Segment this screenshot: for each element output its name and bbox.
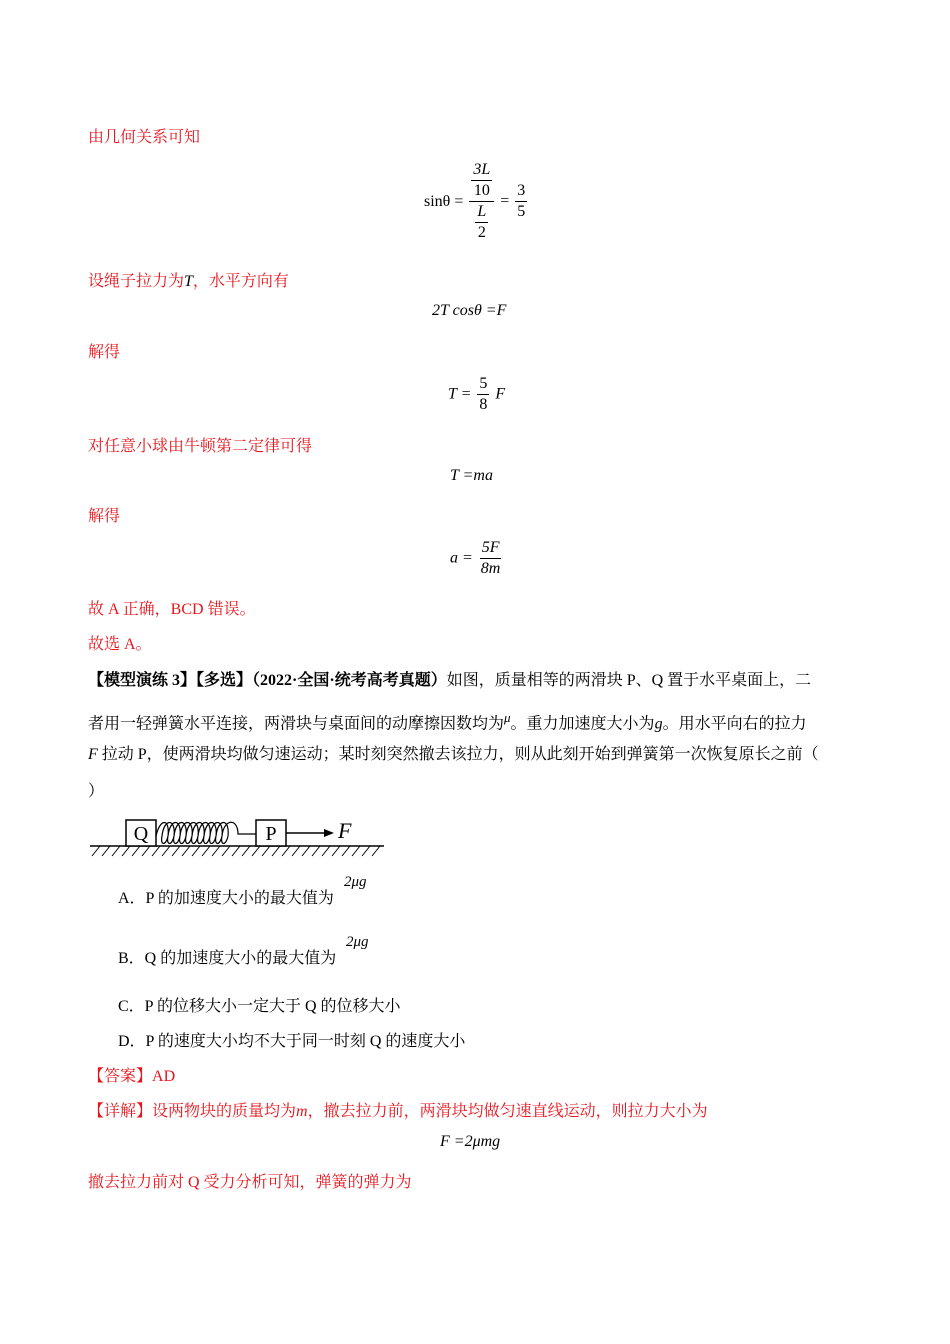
detail-label: 【详解】 [88,1103,153,1120]
equation-f: F =2μmg [440,1133,501,1150]
equation-t [448,374,505,415]
option-d: D．P 的速度大小均不大于同一时刻 Q 的速度大小 [118,1033,466,1050]
detail-text-a: 设两物块的质量均为 [152,1103,297,1120]
problem-tag-model: 【模型演练 3】【多选】 [88,672,253,689]
g-symbol: g [654,715,663,733]
t-rhs: F [495,385,506,403]
sin-result-den: 5 [517,203,526,220]
option-b: B．Q 的加速度大小的最大值为 [118,950,337,967]
option-c: C．P 的位移大小一定大于 Q 的位移大小 [118,998,401,1015]
answer-value: AD [152,1068,176,1085]
text-newton: 对任意小球由牛顿第二定律可得 [88,438,313,455]
mu-symbol: μ [504,710,511,725]
sin-big-fraction [469,160,494,243]
problem-text-2c: 。用水平向右的拉力 [662,715,807,733]
a-num: 5F [480,538,502,559]
text-choose: 故选 A。 [88,636,152,653]
equation-sin-theta [424,160,529,243]
tension-rest: ，水平方向有 [192,273,289,290]
sin-den-num: L [475,202,488,223]
problem-line-1 [88,670,811,692]
answer [88,1066,175,1088]
text-solve-2: 解得 [88,508,121,525]
t-num: 5 [477,374,489,395]
sin-num-den: 10 [473,182,490,199]
spring [156,822,256,843]
force-arrow-head [324,829,334,837]
block-q-label: Q [133,823,149,845]
m-symbol: m [296,1103,308,1120]
equation-tma: T =ma [450,467,493,484]
t-den: 8 [479,396,488,413]
problem-text-2a: 者用一轻弹簧水平连接，两滑块与桌面间的动摩擦因数均为 [88,715,505,733]
text-solve-1: 解得 [88,344,121,361]
tension-text: 设绳子拉力为 [88,273,185,290]
ground-hatching [92,846,380,856]
detail-text-b: ，撤去拉力前，两滑块均做匀速直线运动，则拉力大小为 [307,1103,708,1120]
a-den: 8m [480,560,501,577]
sin-lhs: sinθ = [424,192,464,210]
option-b-value: 2μg [346,934,369,950]
f-symbol: F [88,746,98,763]
text-geometry: 由几何关系可知 [88,129,201,146]
problem-line-4: ） [88,783,105,800]
a-lhs: a = [450,549,473,567]
equation-a [450,538,504,579]
block-p-label: P [265,823,277,845]
text-conclude: 故 A 正确，BCD 错误。 [88,601,256,618]
problem-line-3 [88,744,819,766]
sin-result-num: 3 [515,181,527,202]
sin-equals: = [500,192,510,210]
sin-num-num: 3L [471,160,492,181]
detail-line-1 [88,1101,708,1123]
force-label: F [338,818,352,843]
t-fraction [477,374,489,415]
tension-symbol: T [184,273,193,290]
text-tension [88,271,289,293]
sin-den-den: 2 [477,224,486,241]
option-a: A．P 的加速度大小的最大值为 [118,890,334,907]
a-fraction [479,538,503,579]
equation-cos: 2T cosθ =F [432,302,507,319]
problem-text-1: 如图，质量相等的两滑块 P、Q 置于水平桌面上，二 [446,672,812,689]
spring-blocks-figure [88,814,388,862]
problem-text-2b: 。重力加速度大小为 [510,715,655,733]
answer-label: 【答案】 [88,1068,153,1085]
problem-line-2 [88,707,807,735]
detail-last-line: 撤去拉力前对 Q 受力分析可知，弹簧的弹力为 [88,1174,412,1191]
problem-tag-source: （2022·全国·统考高考真题） [252,672,447,689]
problem-text-3: 拉动 P，使两滑块均做匀速运动；某时刻突然撤去该拉力，则从此刻开始到弹簧第一次恢复原长之前（ [97,746,819,763]
option-a-value: 2μg [344,874,367,890]
sin-result-fraction [515,181,527,222]
t-lhs: T = [448,385,472,403]
